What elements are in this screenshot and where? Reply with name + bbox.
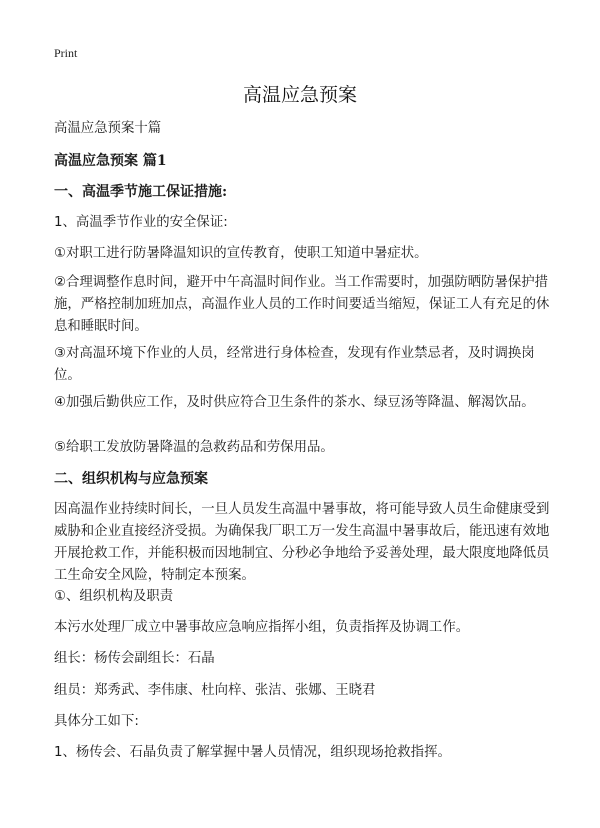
paragraph: 组长：杨传会副组长：石晶 [54, 651, 215, 666]
paragraph: 因高温作业持续时间长，一旦人员发生高温中暑事故，将可能导致人员生命健康受到威胁和企业直接经济受损。为确保我厂职工万一发生高温中暑事故后，能迅速有效地开展抢救工作，并能积极而因地制宜、分秒必争地给予妥善处理，最大限度地降低员工生命安全风险，特制定本预案。 [54, 502, 550, 583]
list-item: 1、高温季节作业的安全保证: [54, 215, 228, 230]
list-item: ⑤给职工发放防暑降温的急救药品和劳保用品。 [54, 440, 334, 455]
paragraph: ①、组织机构及职责 [54, 589, 174, 604]
list-item: ②合理调整作息时间，避开中午高温时间作业。当工作需要时，加强防晒防暑保护措施，严格控制加班加点，高温作业人员的工作时间要适当缩短，保证工人有充足的休息和睡眠时间。 [54, 275, 550, 334]
list-item: ④加强后勤供应工作，及时供应符合卫生条件的茶水、绿豆汤等降温、解渴饮品。 [54, 395, 535, 410]
subtitle: 高温应急预案十篇 [54, 121, 162, 136]
page-title: 高温应急预案 [242, 84, 357, 106]
paragraph: 本污水处理厂成立中暑事故应急响应指挥小组，负责指挥及协调工作。 [54, 620, 470, 635]
print-link[interactable]: Print [54, 46, 78, 60]
paragraph: 1、杨传会、石晶负责了解掌握中暑人员情况，组织现场抢救指挥。 [54, 745, 451, 760]
part-heading: 高温应急预案 篇1 [54, 153, 167, 169]
section-heading-2: 二、组织机构与应急预案 [54, 471, 208, 487]
paragraph: 具体分工如下: [54, 714, 139, 729]
section-heading-1: 一、高温季节施工保证措施: [54, 184, 228, 200]
list-item: ①对职工进行防暑降温知识的宣传教育，使职工知道中暑症状。 [54, 246, 428, 261]
paragraph: 组员：郑秀武、李伟康、杜向梓、张洁、张娜、王晓君 [54, 683, 376, 698]
list-item: ③对高温环境下作业的人员，经常进行身体检查，发现有作业禁忌者，及时调换岗位。 [54, 346, 535, 383]
